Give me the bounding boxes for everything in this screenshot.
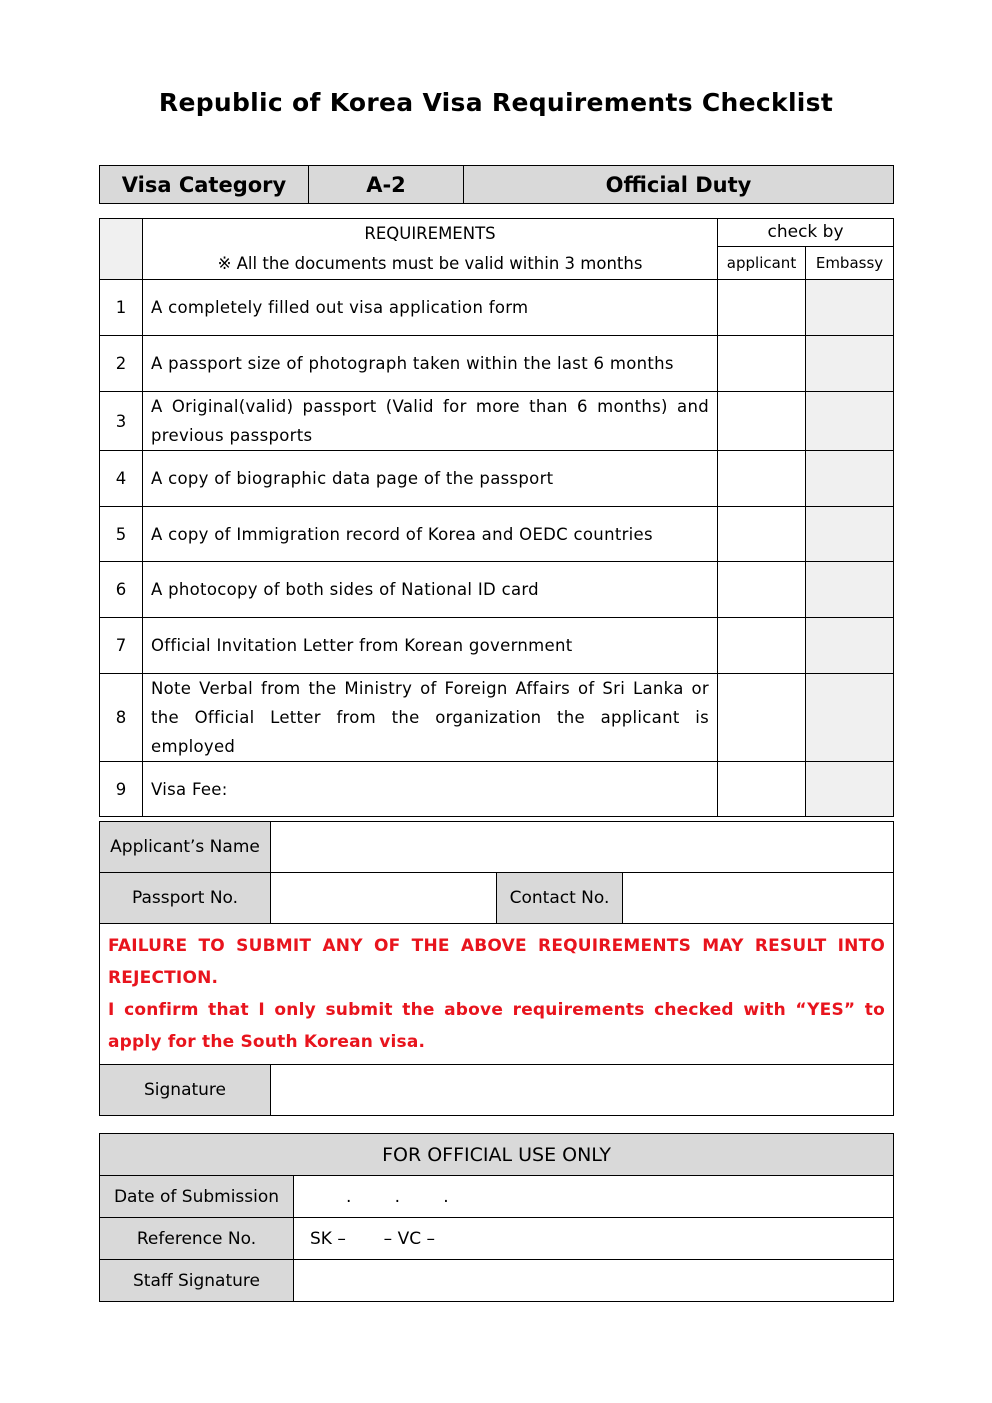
contact-no-label: Contact No.: [497, 873, 623, 924]
visa-category-table: [99, 165, 894, 204]
requirements-note: ※ All the documents must be valid within 3 months: [217, 254, 643, 273]
requirement-row: [100, 674, 894, 762]
requirements-header: [143, 219, 718, 280]
applicant-check-cell[interactable]: [718, 336, 806, 392]
requirement-number: 3: [100, 392, 143, 451]
embassy-check-cell[interactable]: [806, 562, 894, 618]
date-of-submission-label: Date of Submission: [100, 1176, 294, 1218]
requirement-text: Visa Fee:: [143, 762, 718, 817]
requirement-number: 8: [100, 674, 143, 762]
requirement-text: A passport size of photograph taken within the last 6 months: [143, 336, 718, 392]
reference-no-field[interactable]: SK – – VC –: [294, 1218, 894, 1260]
requirement-text: Note Verbal from the Ministry of Foreign Affairs of Sri Lanka or the Official Letter from the organization the applicant is employed: [143, 674, 718, 762]
embassy-check-cell[interactable]: [806, 674, 894, 762]
official-use-header: FOR OFFICIAL USE ONLY: [100, 1134, 894, 1176]
requirement-text: A copy of biographic data page of the passport: [143, 451, 718, 507]
applicant-check-cell[interactable]: [718, 507, 806, 562]
requirements-table: [99, 218, 894, 817]
confirmation-statement: I confirm that I only submit the above requirements checked with “YES” to apply for the South Korean visa.: [108, 1000, 886, 1052]
applicant-check-cell[interactable]: [718, 562, 806, 618]
embassy-check-cell[interactable]: [806, 762, 894, 817]
official-use-table: [99, 1133, 894, 1302]
rejection-warning: FAILURE TO SUBMIT ANY OF THE ABOVE REQUIREMENTS MAY RESULT INTO REJECTION.: [108, 936, 886, 988]
col-applicant-header: applicant: [718, 246, 806, 279]
requirement-number: 5: [100, 507, 143, 562]
requirement-text: A photocopy of both sides of National ID card: [143, 562, 718, 618]
requirement-text: Official Invitation Letter from Korean government: [143, 618, 718, 674]
embassy-check-cell[interactable]: [806, 336, 894, 392]
requirement-row: [100, 762, 894, 817]
requirements-title: REQUIREMENTS: [364, 224, 496, 243]
col-embassy-header: Embassy: [806, 246, 894, 279]
applicant-check-cell[interactable]: [718, 618, 806, 674]
requirement-row: [100, 618, 894, 674]
embassy-check-cell[interactable]: [806, 618, 894, 674]
staff-signature-field[interactable]: [294, 1260, 894, 1302]
applicant-check-cell[interactable]: [718, 762, 806, 817]
check-by-header: check by: [718, 219, 894, 247]
warning-box: [100, 924, 894, 1065]
applicant-check-cell[interactable]: [718, 674, 806, 762]
staff-signature-label: Staff Signature: [100, 1260, 294, 1302]
requirement-number: 9: [100, 762, 143, 817]
requirement-number: 1: [100, 280, 143, 336]
requirement-number: 2: [100, 336, 143, 392]
embassy-check-cell[interactable]: [806, 451, 894, 507]
requirement-row: [100, 451, 894, 507]
visa-code: A-2: [309, 166, 464, 204]
visa-category-label: Visa Category: [100, 166, 309, 204]
embassy-check-cell[interactable]: [806, 507, 894, 562]
page-title: Republic of Korea Visa Requirements Checklist: [158, 88, 834, 117]
applicant-check-cell[interactable]: [718, 392, 806, 451]
visa-type: Official Duty: [464, 166, 894, 204]
requirement-text: A copy of Immigration record of Korea and OEDC countries: [143, 507, 718, 562]
requirement-text: A completely filled out visa application form: [143, 280, 718, 336]
requirement-text: A Original(valid) passport (Valid for more than 6 months) and previous passports: [143, 392, 718, 451]
applicant-name-field[interactable]: [271, 822, 894, 873]
requirement-number: 4: [100, 451, 143, 507]
date-of-submission-field[interactable]: . . .: [294, 1176, 894, 1218]
signature-field[interactable]: [271, 1065, 894, 1116]
passport-no-label: Passport No.: [100, 873, 271, 924]
applicant-name-label: Applicant’s Name: [100, 822, 271, 873]
passport-no-field[interactable]: [271, 873, 497, 924]
applicant-table: [99, 821, 894, 1116]
requirement-row: [100, 562, 894, 618]
requirement-row: [100, 336, 894, 392]
requirement-row: [100, 280, 894, 336]
requirement-number: 6: [100, 562, 143, 618]
requirement-row: [100, 392, 894, 451]
embassy-check-cell[interactable]: [806, 280, 894, 336]
requirement-row: [100, 507, 894, 562]
reference-no-label: Reference No.: [100, 1218, 294, 1260]
requirement-number: 7: [100, 618, 143, 674]
contact-no-field[interactable]: [623, 873, 894, 924]
applicant-check-cell[interactable]: [718, 280, 806, 336]
signature-label: Signature: [100, 1065, 271, 1116]
header-number-cell: [100, 219, 143, 280]
embassy-check-cell[interactable]: [806, 392, 894, 451]
applicant-check-cell[interactable]: [718, 451, 806, 507]
